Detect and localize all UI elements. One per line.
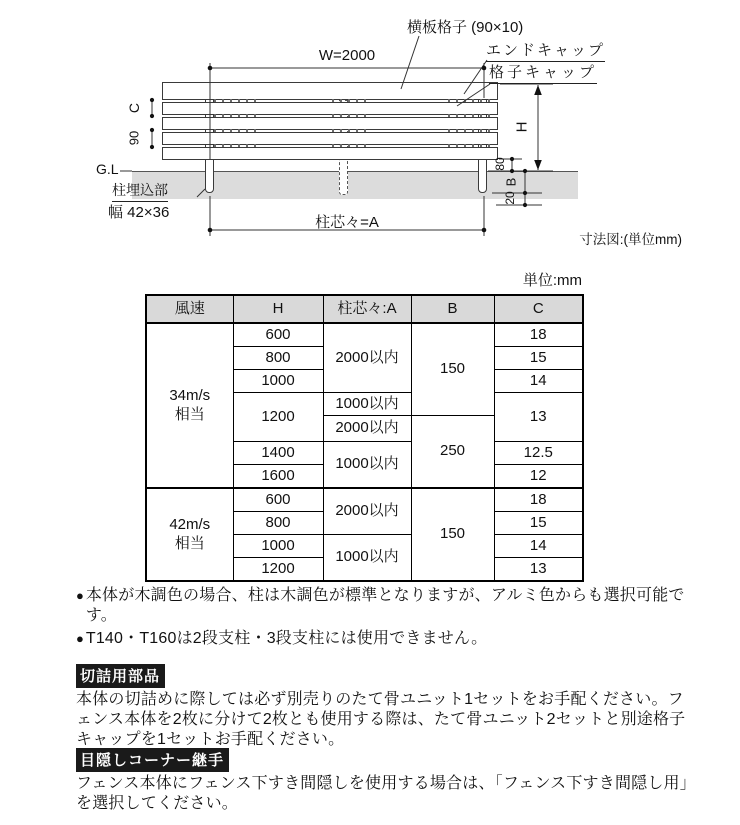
post-embed-label: 柱埋込部	[112, 180, 168, 202]
cell-c: 18	[494, 488, 583, 512]
post-embed-size-label: 幅 42×36	[108, 204, 170, 221]
col-header-h: H	[233, 295, 323, 323]
table-row	[146, 488, 583, 512]
bullet-icon: ●	[76, 631, 84, 646]
wind-speed: 34m/s	[169, 386, 211, 404]
cell-h: 800	[233, 347, 323, 370]
cell-h: 600	[233, 323, 323, 347]
section-body: 本体の切詰めに際しては必ず別売りのたて骨ユニット1セットをお手配ください。フェンス本体を2枚に分けて2枚とも使用する際は、たて骨ユニット2セットと別途格子キャップを1セットお手配ください。	[76, 691, 686, 748]
cell-c: 14	[494, 535, 583, 558]
lattice-cap-label: 格子キャップ	[489, 61, 597, 84]
dim-b-label: B	[503, 177, 519, 187]
dim-20-label: 20	[503, 191, 517, 205]
cell-b: 150	[411, 323, 494, 416]
section-body: フェンス本体にフェンス下すき間隠しを使用する場合は、「フェンス下すき間隠し用」を選択してください。	[76, 775, 696, 812]
fence-dimension-diagram	[0, 0, 740, 262]
cell-b: 250	[411, 416, 494, 489]
post-pitch-label: 柱芯々=A	[315, 214, 379, 231]
cell-h: 1200	[233, 393, 323, 442]
dim-80-label: 80	[493, 157, 507, 171]
cell-h: 1000	[233, 370, 323, 393]
board-size-label: 横板格子 (90×10)	[407, 19, 524, 36]
diagram-caption: 寸法図:(単位mm)	[579, 232, 682, 247]
cell-a: 2000以内	[323, 416, 411, 442]
section-corner-joint	[76, 748, 696, 814]
note-text: T140・T160は2段支柱・3段支柱には使用できません。	[85, 630, 488, 647]
col-header-b: B	[411, 295, 494, 323]
cell-a: 1000以内	[323, 535, 411, 582]
cell-h: 1200	[233, 558, 323, 582]
cell-wind-group	[146, 488, 233, 581]
cell-c: 13	[494, 558, 583, 582]
section-title-badge: 目隠しコーナー継手	[76, 748, 229, 772]
dim-90-label: 90	[126, 130, 142, 146]
col-header-c: C	[494, 295, 583, 323]
cell-a: 1000以内	[323, 442, 411, 489]
cell-c: 18	[494, 323, 583, 347]
end-cap-label: エンドキャップ	[486, 39, 605, 62]
bullet-icon: ●	[76, 588, 84, 603]
note-item	[76, 629, 694, 649]
note-text: 本体が木調色の場合、柱は木調色が標準となりますが、アルミ色からも選択可能です。	[85, 587, 685, 624]
col-header-wind: 風速	[146, 295, 233, 323]
cell-wind-group	[146, 323, 233, 488]
note-item	[76, 586, 694, 626]
section-cut-parts	[76, 664, 696, 749]
table-unit-note: 単位:mm	[522, 272, 582, 289]
cell-h: 800	[233, 512, 323, 535]
ground-level-label: G.L	[96, 161, 119, 177]
cell-h: 1000	[233, 535, 323, 558]
table-row	[146, 323, 583, 347]
wind-speed-suffix: 相当	[174, 534, 205, 552]
cell-c: 13	[494, 393, 583, 442]
cell-c: 12.5	[494, 442, 583, 465]
cell-h: 600	[233, 488, 323, 512]
dim-c-label: C	[126, 102, 142, 114]
cell-h: 1600	[233, 465, 323, 489]
cell-a: 2000以内	[323, 488, 411, 535]
cell-c: 15	[494, 512, 583, 535]
cell-h: 1400	[233, 442, 323, 465]
notes-list	[76, 586, 694, 652]
wind-speed-suffix: 相当	[174, 405, 205, 423]
section-title-badge: 切詰用部品	[76, 664, 165, 688]
cell-a: 2000以内	[323, 323, 411, 393]
wind-speed: 42m/s	[169, 515, 211, 533]
cell-b: 150	[411, 488, 494, 581]
cell-c: 12	[494, 465, 583, 489]
cell-c: 15	[494, 347, 583, 370]
dim-h-label: H	[513, 121, 531, 133]
cell-c: 14	[494, 370, 583, 393]
width-dim-label: W=2000	[318, 47, 376, 64]
col-header-a: 柱芯々:A	[323, 295, 411, 323]
cell-a: 1000以内	[323, 393, 411, 416]
wind-spec-table	[145, 294, 584, 582]
